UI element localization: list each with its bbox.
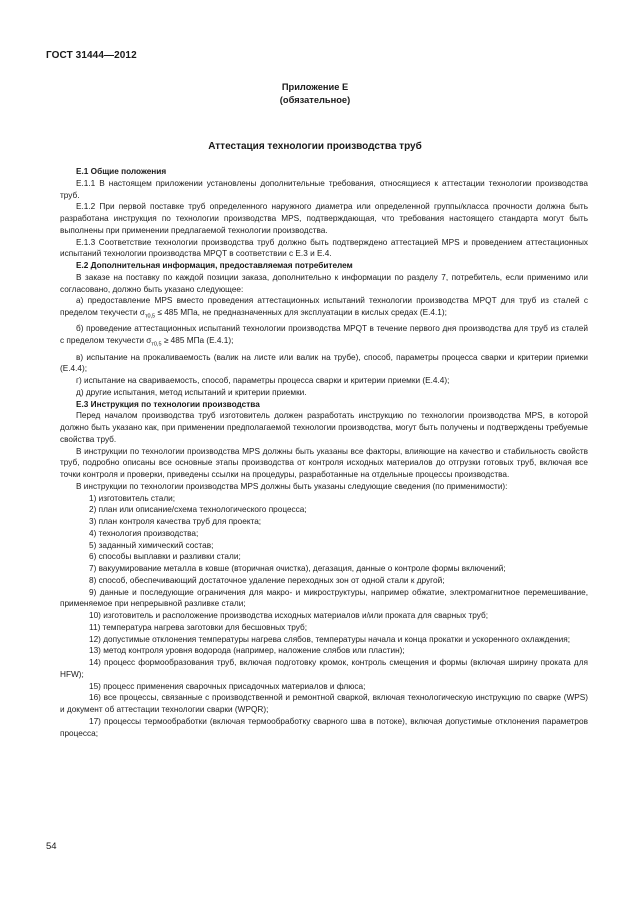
list-item: 12) допустимые отклонения температуры нагрева слябов, температуры начала и конца прокатки и ускоренного охлаждения;	[89, 634, 570, 644]
list-item: 8) способ, обеспечивающий достаточное удаление переходных зон от одной стали к другой;	[89, 575, 445, 585]
paragraph: Перед началом производства труб изготовитель должен разработать инструкцию по технологии производства MPS, в которой должно быть указано как, при применении предполагаемой технологии производства, могут быть получены и подтверждены требуемые свойства труб.	[60, 411, 588, 444]
list-item: 14) процесс формообразования труб, включая подготовку кромок, контроль смещения и формы (включая ширину проката для HFW);	[60, 658, 588, 679]
document-title: Аттестация технологии производства труб	[208, 141, 422, 152]
list-item: 1) изготовитель стали;	[89, 493, 176, 503]
list-item: в) испытание на прокаливаемость (валик на листе или валик на трубе), способ, параметры процесса сварки и критерии приемки (Е.4.4);	[60, 352, 588, 374]
list-item: 2) план или описание/схема технологического процесса;	[89, 505, 307, 515]
list-item: г) испытание на свариваемость, способ, параметры процесса сварки и критерии приемки (Е.4.4);	[76, 376, 450, 386]
list-item: 16) все процессы, связанные с производственной и ремонтной сваркой, включая технологическую инструкцию по сварке (WPS) и документ об аттестации технологии сварки (WPQR);	[60, 693, 588, 715]
list-item: 10) изготовитель и расположение производства исходных материалов и/или проката для сварных труб;	[89, 611, 488, 621]
list-item: 6) способы выплавки и разливки стали;	[89, 552, 241, 562]
section-heading: Е.2 Дополнительная информация, предоставляемая потребителем	[76, 261, 353, 270]
list-item: д) другие испытания, метод испытаний и критерии приемки.	[76, 387, 307, 397]
list-item: 4) технология производства;	[89, 528, 199, 538]
list-item: а) предоставление MPS вместо проведения аттестационных испытаний технологии производства MPQT для труб из сталей с пределом текучести $\sigma_{т0,5} \le 485$ МПа, не предназначенных для эксплуатации в кислых средах (Е.4.1);	[60, 296, 588, 320]
paragraph: В заказе на поставку по каждой позиции заказа, дополнительно к информации по разделу 7, потребитель, если применимо или согласовано, должно быть указано следующее:	[60, 272, 588, 294]
standard-header: ГОСТ 31444—2012	[46, 50, 137, 61]
list-item: 9) данные и последующие ограничения для макро- и микроструктуры, например обжатие, электромагнитное перемешивание, применяемое при непрерывной разливке стали;	[60, 587, 588, 609]
section-heading: Е.3 Инструкция по технологии производства	[76, 399, 260, 409]
document-body	[60, 166, 588, 739]
list-item: 11) температура нагрева заготовки для бесшовных труб;	[89, 622, 307, 632]
list-item: б) проведение аттестационных испытаний технологии производства MPQT в течение первого дня производства для труб из сталей с пределом текучести $\sigma_{т0,5} \ge 485$ МПа (Е.4.1);	[60, 324, 588, 348]
paragraph: В инструкции по технологии производства MPS должны быть указаны следующие сведения (по применимости):	[76, 481, 508, 491]
paragraph: В инструкции по технологии производства MPS должны быть указаны все факторы, влияющие на качество и стабильность свойств труб, подробно описаны все основные этапы производства от контроля исходных материалов до отгрузки готовых труб, включая все точки контроля и проверки, приведены ссылки на процедуры, разработанные на отдельные процессы производства.	[60, 446, 588, 480]
annex-title: Приложение Е	[281, 82, 349, 92]
list-item: 3) план контроля качества труб для проекта;	[89, 517, 262, 527]
list-item: 5) заданный химический состав;	[89, 540, 214, 550]
list-item: 17) процессы термообработки (включая термообработку сварного шва в потоке), включая допустимые отклонения параметров процесса;	[60, 716, 588, 738]
annex-status: (обязательное)	[279, 95, 351, 105]
list-item: 7) вакуумирование металла в ковше (вторичная очистка), дегазация, данные о контроле формы включений;	[89, 564, 506, 574]
section-heading: Е.1 Общие положения	[76, 167, 167, 176]
list-item: 13) метод контроля уровня водорода (например, наложение слябов или пластин);	[89, 646, 405, 656]
list-item: 15) процесс применения сварочных присадочных материалов и флюса;	[89, 681, 366, 691]
paragraph: Е.1.3 Соответствие технологии производства труб должно быть подтверждено аттестацией MPS и проведением аттестационных испытаний технологии производства MPQT в соответствии с Е.3 и Е.4.	[60, 237, 588, 259]
paragraph: Е.1.2 При первой поставке труб определенного наружного диаметра или определенной группы/класса прочности должна быть разработана инструкция по технологии производства MPS, подтверждающая, что требования настоящего стандарта могут быть выполнены при применении предлагаемой технологии производства.	[60, 202, 588, 235]
page-number: 54	[46, 841, 57, 852]
paragraph: Е.1.1 В настоящем приложении установлены дополнительные требования, относящиеся к аттестации технологии производства труб.	[60, 178, 588, 200]
